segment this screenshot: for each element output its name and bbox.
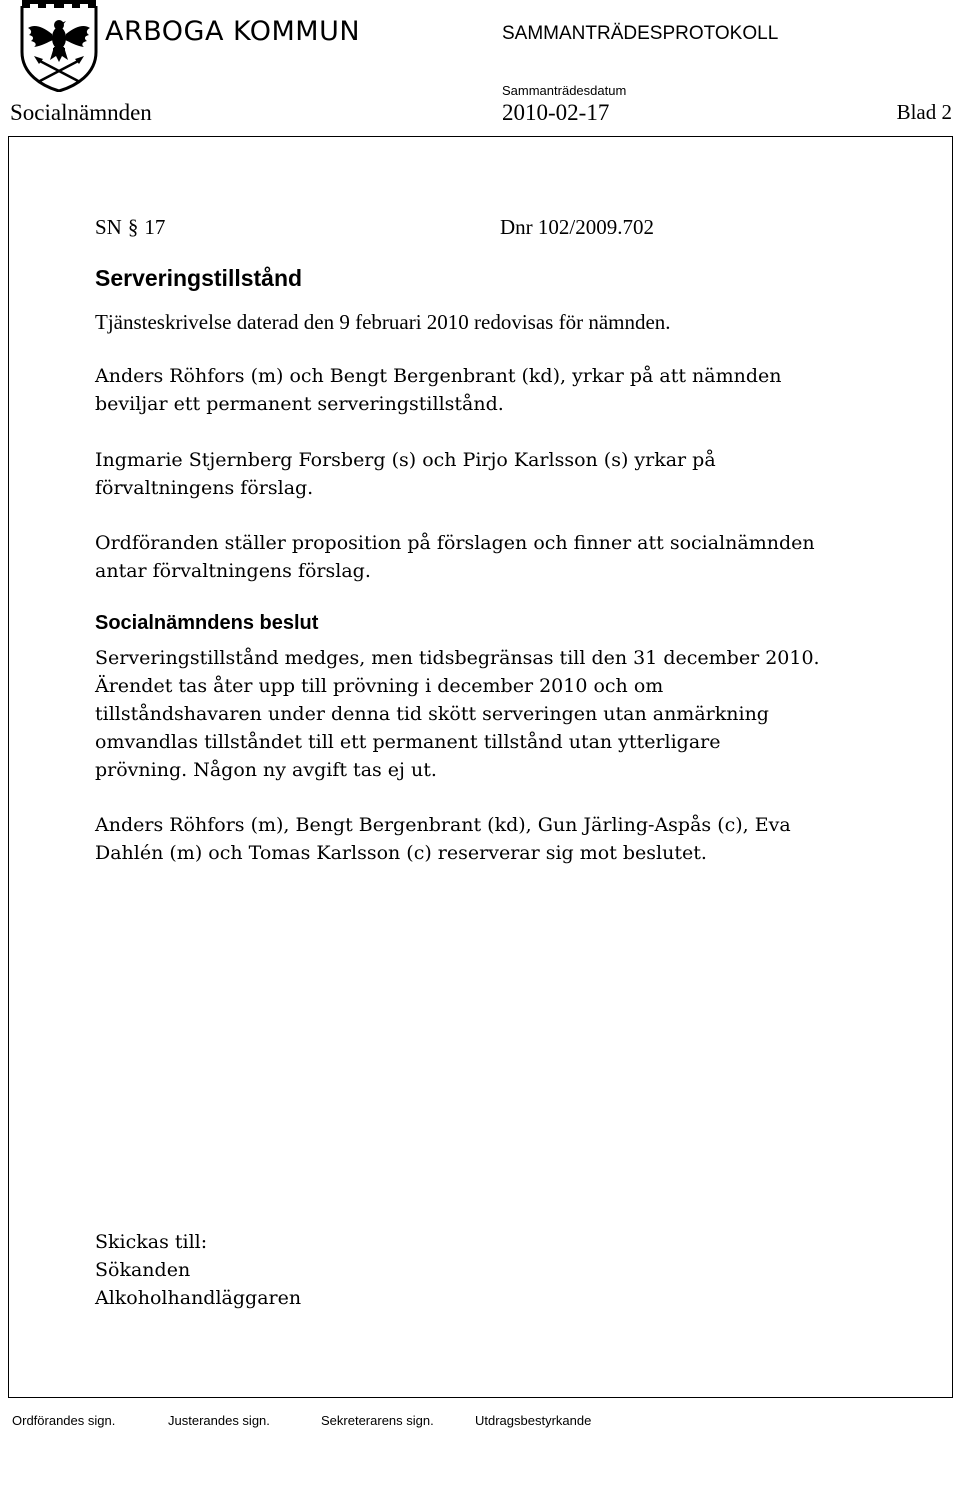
text-line: Ingmarie Stjernberg Forsberg (s) och Pirjo Karlsson (s) yrkar på (95, 449, 716, 471)
text-line: antar förvaltningens förslag. (95, 560, 371, 582)
text-line: omvandlas tillståndet till ett permanent tillstånd utan ytterligare (95, 731, 721, 753)
case-paragraph (95, 216, 165, 239)
text-line: Anders Röhfors (m), Bengt Bergenbrant (kd), Gun Järling-Aspås (c), Eva (95, 814, 791, 836)
chair-signature-label: Ordförandes sign. (12, 1413, 116, 1428)
text-line: prövning. Någon ny avgift tas ej ut. (95, 759, 437, 781)
text-line: Ärendet tas åter upp till prövning i december 2010 och om (95, 675, 664, 697)
adjuster-signature-label: Justerandes sign. (168, 1413, 270, 1428)
section-sign: § (127, 215, 139, 239)
paragraph-proposition (95, 529, 885, 585)
text-line: Ordföranden ställer proposition på förslagen och finner att socialnämnden (95, 532, 815, 554)
coat-of-arms-icon (18, 0, 100, 92)
secretary-signature-label: Sekreterarens sign. (321, 1413, 434, 1428)
send-to-list (95, 1228, 885, 1312)
text-line: förvaltningens förslag. (95, 477, 314, 499)
registry-number: Dnr 102/2009.702 (500, 215, 654, 239)
paragraph-memo (95, 308, 885, 336)
recipient: Alkoholhandläggaren (95, 1287, 302, 1309)
case-title: Serveringstillstånd (95, 265, 303, 291)
text-line: tillståndshavaren under denna tid skött serveringen utan anmärkning (95, 703, 769, 725)
case-number: 17 (144, 215, 166, 239)
text-line: Anders Röhfors (m) och Bengt Bergenbrant (kd), yrkar på att nämnden (95, 365, 782, 387)
board-name: Socialnämnden (10, 100, 152, 125)
case-prefix: SN (95, 215, 122, 239)
meeting-date-label: Sammanträdesdatum (502, 83, 627, 98)
paragraph-reservation (95, 811, 885, 867)
meeting-date: 2010-02-17 (502, 100, 610, 125)
page-number: Blad 2 (896, 100, 952, 124)
send-to-heading: Skickas till: (95, 1231, 208, 1253)
document-type: SAMMANTRÄDESPROTOKOLL (502, 23, 779, 44)
text-line: Serveringstillstånd medges, men tidsbegränsas till den 31 december 2010. (95, 647, 820, 669)
text-line: beviljar ett permanent serveringstillstånd. (95, 393, 504, 415)
decision-heading: Socialnämndens beslut (95, 612, 319, 634)
organization-name: ARBOGA KOMMUN (105, 16, 361, 47)
paragraph-decision (95, 644, 885, 784)
certified-copy-label: Utdragsbestyrkande (475, 1413, 592, 1428)
paragraph-motion-2 (95, 446, 885, 502)
text-line: Tjänsteskrivelse daterad den 9 februari 2010 redovisas för nämnden. (95, 310, 671, 334)
text-line: Dahlén (m) och Tomas Karlsson (c) reserverar sig mot beslutet. (95, 842, 707, 864)
recipient: Sökanden (95, 1259, 191, 1281)
paragraph-motion-1 (95, 362, 885, 418)
